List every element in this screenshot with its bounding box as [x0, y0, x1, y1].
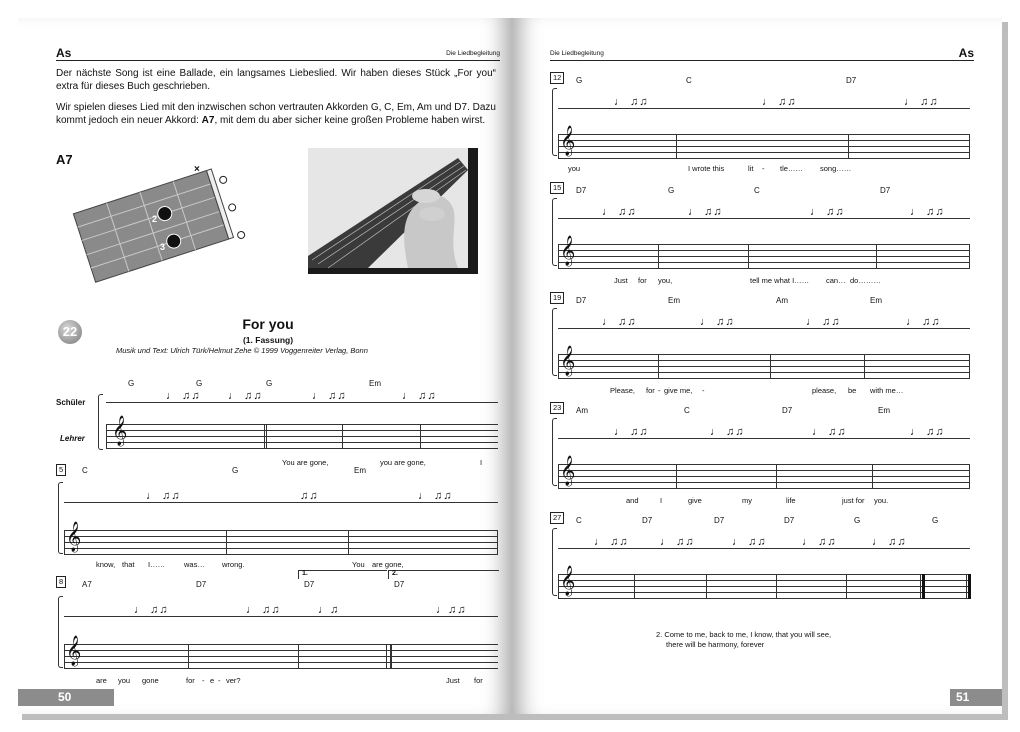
chord-symbol: G — [932, 516, 939, 525]
rhythm-pattern: ♩♫ — [318, 604, 340, 616]
chord-symbol: C — [754, 186, 760, 195]
lyric: you, — [658, 276, 673, 285]
chord-symbol: D7 — [782, 406, 793, 415]
rhythm-pattern: ♩ ♫♫ — [910, 426, 945, 438]
staff — [558, 244, 970, 270]
rhythm-line — [64, 502, 498, 503]
lehrer-label: Lehrer — [60, 434, 85, 443]
chord-symbol: D7 — [642, 516, 653, 525]
staff-system-8 — [550, 512, 970, 612]
lyric: for — [474, 676, 483, 685]
lyric: be — [848, 386, 857, 395]
volta-2-label: 2. — [392, 570, 398, 577]
staff-system-2 — [56, 464, 498, 569]
staff — [106, 424, 498, 450]
system-brace — [98, 394, 103, 450]
chord-symbol: Am — [776, 296, 788, 305]
chord-symbol: A7 — [82, 580, 92, 589]
lyric: You are gone, — [282, 458, 329, 467]
volta-1 — [298, 570, 387, 579]
staff — [558, 574, 970, 600]
lyric: you. — [874, 496, 889, 505]
rhythm-pattern: ♩ ♫♫ — [246, 604, 281, 616]
treble-clef: 𝄞 — [560, 456, 576, 486]
lyric: tell me what I…… — [750, 276, 810, 285]
lyric: just for — [842, 496, 865, 505]
measure-number: 23 — [550, 402, 564, 414]
schueler-label: Schüler — [56, 398, 86, 407]
rhythm-pattern: ♩ ♫♫ — [810, 206, 845, 218]
staff-system-4 — [550, 72, 970, 172]
chord-symbol: Em — [369, 379, 381, 388]
page-shadow-bottom — [22, 714, 1008, 720]
page-number-footer: 50 — [18, 689, 114, 706]
rhythm-pattern: ♩ ♫♫ — [904, 96, 939, 108]
rhythm-pattern: ♩ ♫♫ — [228, 390, 263, 402]
rhythm-pattern: ♩ ♫♫ — [812, 426, 847, 438]
system-brace — [552, 88, 557, 156]
system-brace — [552, 308, 557, 376]
staff — [558, 354, 970, 380]
rhythm-pattern: ♩ ♫♫ — [806, 316, 841, 328]
chord-symbol: C — [82, 466, 88, 475]
rhythm-pattern: ♩ ♫♫ — [602, 316, 637, 328]
lyric: for — [638, 276, 647, 285]
rhythm-pattern: ♩ ♫♫ — [732, 536, 767, 548]
staff-system-3 — [56, 570, 498, 685]
lyric: wrong. — [222, 560, 245, 569]
chord-symbol: Em — [354, 466, 366, 475]
logo: As — [958, 46, 974, 60]
lyric: you are gone, — [380, 458, 426, 467]
volta-1-label: 1. — [302, 570, 308, 577]
rhythm-pattern: ♩ ♫♫ — [602, 206, 637, 218]
chord-symbol: Em — [878, 406, 890, 415]
chord-symbol: G — [854, 516, 861, 525]
lyric: are — [96, 676, 107, 685]
logo: As — [56, 46, 72, 60]
header-rule — [550, 60, 974, 61]
staff — [64, 644, 498, 670]
chord-symbol: D7 — [784, 516, 795, 525]
staff — [64, 530, 498, 556]
system-brace — [552, 528, 557, 596]
chord-symbol: D7 — [196, 580, 207, 589]
system-brace — [552, 418, 557, 486]
treble-clef: 𝄞 — [560, 346, 576, 376]
lyric: can… — [826, 276, 846, 285]
rhythm-pattern: ♩ ♫♫ — [688, 206, 723, 218]
volta-2 — [388, 570, 499, 579]
measure-number: 12 — [550, 72, 564, 84]
lyric: I…… — [148, 560, 166, 569]
chord-symbol: G — [128, 379, 135, 388]
lyric: please, — [812, 386, 837, 395]
header-title: Die Liedbegleitung — [446, 50, 500, 57]
staff-system-7 — [550, 402, 970, 505]
finger-2: 2 — [152, 214, 158, 224]
rhythm-pattern: ♩ ♫♫ — [312, 390, 347, 402]
lyric: - — [658, 386, 661, 395]
lyric: know, — [96, 560, 116, 569]
rhythm-pattern: ♩ ♫♫ — [614, 96, 649, 108]
lyric: you — [568, 164, 581, 173]
lyric: - — [202, 676, 205, 685]
lyric: You — [352, 560, 365, 569]
staff — [558, 464, 970, 490]
rhythm-pattern: ♩ ♫♫ — [134, 604, 169, 616]
rhythm-pattern: ♩ ♫♫ — [872, 536, 907, 548]
measure-number: 19 — [550, 292, 564, 304]
lyric: and — [626, 496, 639, 505]
page-shadow-right — [1002, 22, 1008, 716]
rhythm-pattern: ♩ ♫♫ — [614, 426, 649, 438]
rhythm-line — [558, 108, 970, 109]
lyric: give — [688, 496, 702, 505]
intro-paragraph: Der nächste Song ist eine Ballade, ein langsames Liebeslied. Wir haben dieses Stück „For you“ extra für dieses Buch geschrieben. — [56, 68, 496, 92]
chord-symbol: D7 — [880, 186, 891, 195]
chord-symbol: D7 — [304, 580, 315, 589]
rhythm-pattern: ♩ ♫♫ — [166, 390, 201, 402]
song-subtitle: (1. Fassung) — [242, 335, 294, 345]
rhythm-line — [558, 548, 970, 549]
rhythm-pattern: ♩ ♫♫ — [700, 316, 735, 328]
header-title: Die Liedbegleitung — [550, 50, 604, 57]
finger-3: 3 — [160, 242, 166, 252]
lyric: - — [702, 386, 705, 395]
chord-symbol: G — [232, 466, 239, 475]
verse-2 — [656, 630, 831, 650]
staff-system-6 — [550, 292, 970, 395]
rhythm-line — [106, 402, 498, 403]
rhythm-pattern: ♩♫♫ — [436, 604, 467, 616]
treble-clef: 𝄞 — [66, 522, 82, 552]
chord-symbol: Em — [668, 296, 680, 305]
chord-symbol: C — [686, 76, 692, 85]
lyric: - — [762, 164, 765, 173]
rhythm-pattern: ♩ ♫♫ — [906, 316, 941, 328]
lyric: lit — [748, 164, 754, 173]
rhythm-pattern: ♩ ♫♫ — [762, 96, 797, 108]
lyric: tle…… — [780, 164, 803, 173]
rhythm-pattern: ♩ ♫♫ — [910, 206, 945, 218]
lyric: that — [122, 560, 135, 569]
chord-symbol: D7 — [576, 296, 587, 305]
header-rule — [56, 60, 500, 61]
verse-2-line-1: 2. Come to me, back to me, I know, that you will see, — [656, 630, 832, 639]
chord-symbol: D7 — [394, 580, 405, 589]
lyric: - — [218, 676, 221, 685]
treble-clef: 𝄞 — [560, 126, 576, 156]
staff-system-1 — [56, 376, 498, 466]
lyric: was… — [184, 560, 205, 569]
chord-symbol: Am — [576, 406, 588, 415]
chord-symbol: C — [684, 406, 690, 415]
rhythm-line — [558, 438, 970, 439]
chord-symbol: G — [196, 379, 203, 388]
right-page — [512, 18, 1002, 714]
lyric: give me, — [664, 386, 693, 395]
measure-number: 27 — [550, 512, 564, 524]
system-brace — [552, 198, 557, 266]
lyric: for — [646, 386, 655, 395]
rhythm-pattern: ♩ ♫♫ — [418, 490, 453, 502]
lyric: my — [742, 496, 752, 505]
rhythm-line — [64, 616, 498, 617]
lyric: for — [186, 676, 195, 685]
lyric: song…… — [820, 164, 852, 173]
left-page — [18, 18, 512, 714]
lyric: ver? — [226, 676, 241, 685]
rhythm-pattern: ♫♫ — [300, 490, 319, 502]
lyric: I wrote this — [688, 164, 725, 173]
system-brace — [58, 482, 63, 554]
lyric: Just — [614, 276, 628, 285]
chord-symbol: C — [576, 516, 582, 525]
verse-2-line-2: there will be harmony, forever — [666, 640, 765, 649]
lyric: I — [660, 496, 663, 505]
measure-number: 5 — [56, 464, 66, 476]
guitar-photo — [308, 148, 478, 274]
lyric: with me… — [870, 386, 904, 395]
rhythm-pattern: ♩ ♫♫ — [660, 536, 695, 548]
treble-clef: 𝄞 — [66, 636, 82, 666]
measure-number: 15 — [550, 182, 564, 194]
lyric: e — [210, 676, 215, 685]
rhythm-line — [558, 328, 970, 329]
treble-clef: 𝄞 — [560, 236, 576, 266]
rhythm-line — [558, 218, 970, 219]
lyric: Please, — [610, 386, 636, 395]
measure-number: 8 — [56, 576, 66, 588]
chord-paragraph: Wir spielen dieses Lied mit den inzwischen schon vertrauten Akkorden G, C, Em, Am und D7. Dazu kommt jedoch ein neuer Akkord: A7, mit dem du aber sicher keine großen Probleme haben wirst. — [56, 102, 496, 126]
song-title: For you — [242, 316, 294, 332]
lyric: are gone, — [372, 560, 404, 569]
system-brace — [58, 596, 63, 668]
staff-system-5 — [550, 182, 970, 285]
mute-mark: × — [194, 164, 200, 175]
staff — [558, 134, 970, 160]
chord-symbol: G — [576, 76, 583, 85]
rhythm-pattern: ♩ ♫♫ — [802, 536, 837, 548]
lyric: gone — [142, 676, 159, 685]
chord-name: A7 — [56, 152, 73, 167]
chord-symbol: D7 — [714, 516, 725, 525]
lyric: you — [118, 676, 131, 685]
treble-clef: 𝄞 — [112, 416, 128, 446]
rhythm-pattern: ♩ ♫♫ — [146, 490, 181, 502]
lyric: do……… — [850, 276, 881, 285]
chord-symbol: G — [266, 379, 273, 388]
cd-track-badge: 22 — [58, 320, 82, 344]
treble-clef: 𝄞 — [560, 566, 576, 596]
rhythm-pattern: ♩ ♫♫ — [594, 536, 629, 548]
chord-symbol: D7 — [576, 186, 587, 195]
chord-symbol: Em — [870, 296, 882, 305]
lyric: I — [480, 458, 483, 467]
page-number-footer: 51 — [950, 689, 1002, 706]
chord-symbol: D7 — [846, 76, 857, 85]
song-credits: Musik und Text: Ulrich Türk/Helmut Zehe © 1999 Voggenreiter Verlag, Bonn — [116, 346, 368, 355]
rhythm-pattern: ♩ ♫♫ — [710, 426, 745, 438]
lyric: life — [786, 496, 796, 505]
chord-symbol: G — [668, 186, 675, 195]
rhythm-pattern: ♩ ♫♫ — [402, 390, 437, 402]
lyric: Just — [446, 676, 460, 685]
